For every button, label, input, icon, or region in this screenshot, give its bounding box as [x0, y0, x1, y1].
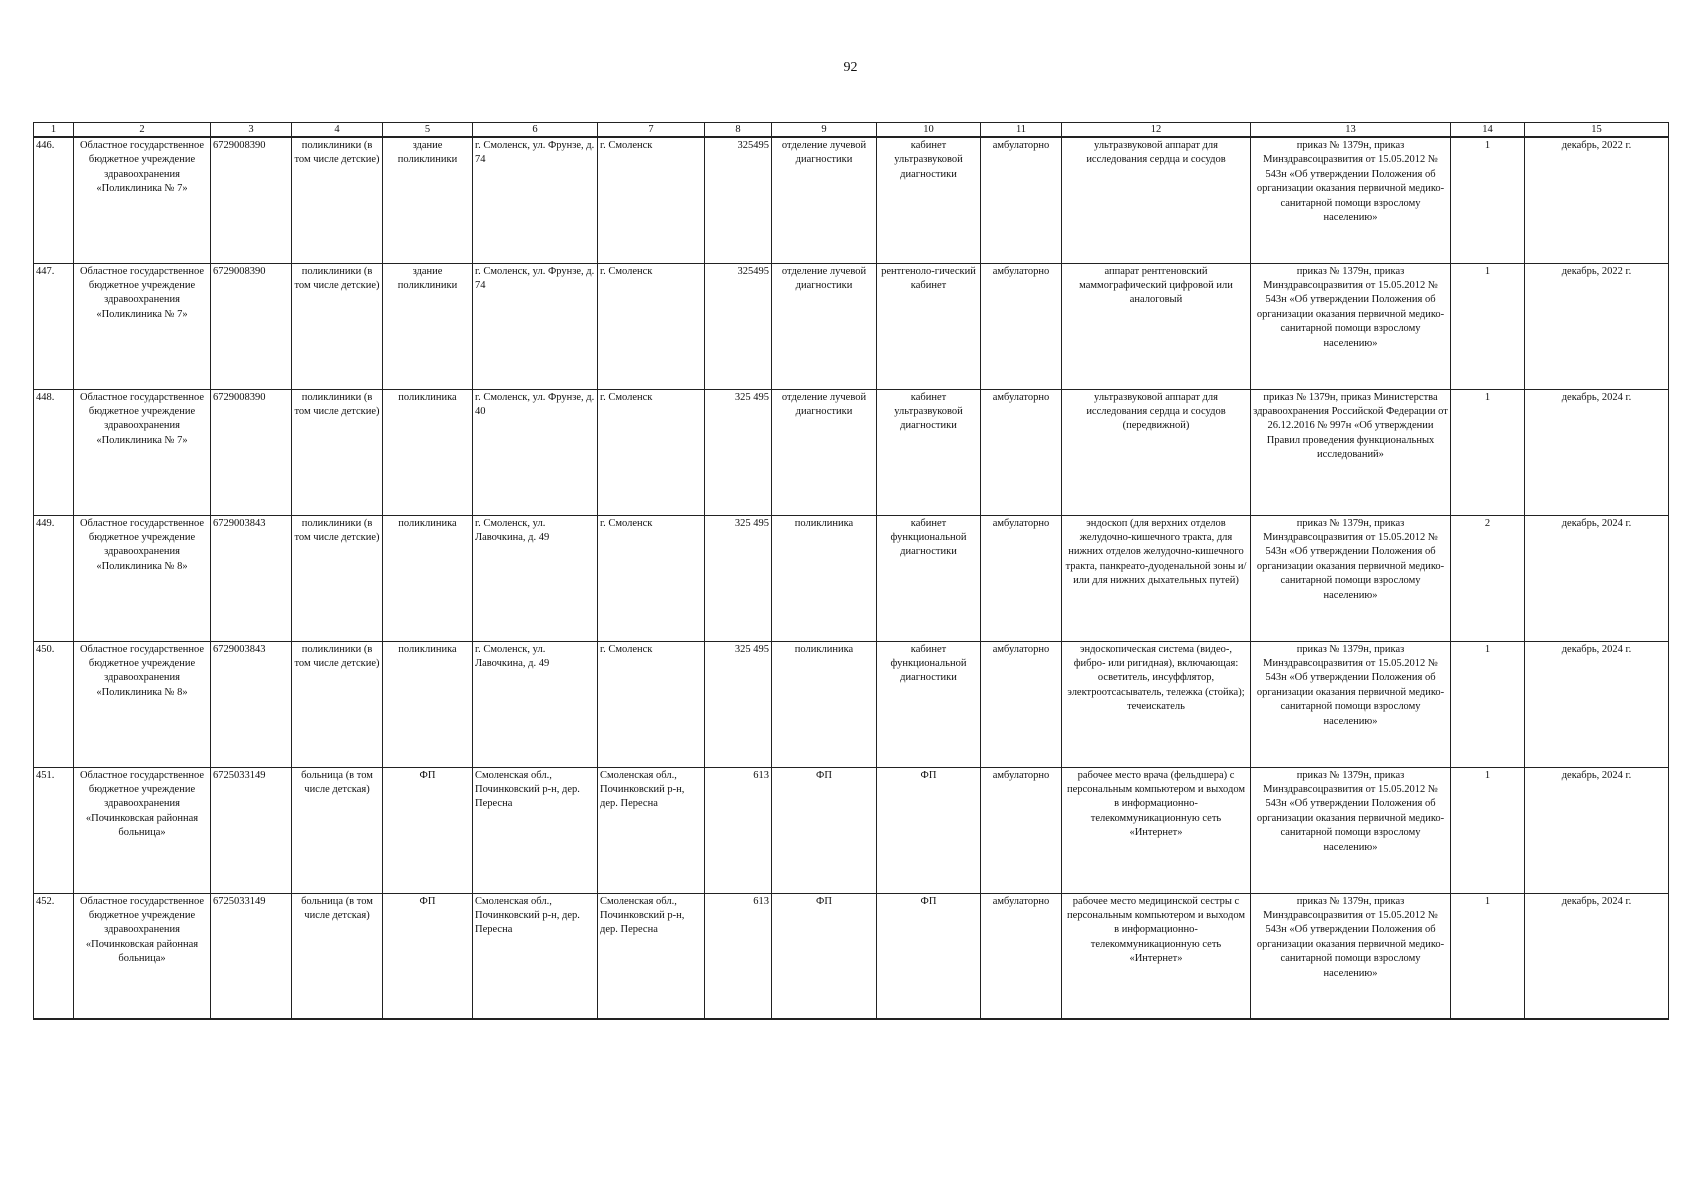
locality-cell: Смоленская обл., Починковский р-н, дер. Пересна [598, 767, 705, 893]
cabinet-cell: кабинет ультразвуковой диагностики [877, 389, 981, 515]
locality-cell: г. Смоленск [598, 515, 705, 641]
equipment-name-cell: аппарат рентгеновский маммографический цифровой или аналоговый [1062, 263, 1251, 389]
table-row [34, 515, 1669, 641]
organization-name-cell: Областное государственное бюджетное учреждение здравоохранения «Поликлиника № 8» [74, 515, 211, 641]
table-row [34, 389, 1669, 515]
cabinet-cell: кабинет функциональной диагностики [877, 515, 981, 641]
row-number-cell: 450. [34, 641, 74, 767]
care-condition-cell: амбулаторно [981, 767, 1062, 893]
regulation-order-cell: приказ № 1379н, приказ Минздравсоцразвития от 15.05.2012 № 543н «Об утверждении Положения об организации оказания первичной медико-санитарной помощи взрослому населению» [1251, 767, 1451, 893]
delivery-date-cell: декабрь, 2024 г. [1525, 389, 1669, 515]
row-number-cell: 447. [34, 263, 74, 389]
regulation-order-cell: приказ № 1379н, приказ Минздравсоцразвития от 15.05.2012 № 543н «Об утверждении Положения об организации оказания первичной медико-санитарной помощи взрослому населению» [1251, 515, 1451, 641]
delivery-date-cell: декабрь, 2024 г. [1525, 893, 1669, 1019]
inn-code-cell: 6729003843 [211, 515, 292, 641]
table-row [34, 893, 1669, 1019]
delivery-date-cell: декабрь, 2024 г. [1525, 767, 1669, 893]
population-cell: 613 [705, 893, 772, 1019]
quantity-cell: 1 [1451, 767, 1525, 893]
inn-code-cell: 6729008390 [211, 137, 292, 263]
table-row [34, 641, 1669, 767]
equipment-name-cell: эндоскопическая система (видео-, фибро- или ригидная), включающая: осветитель, инсуффлятор, электроотсасыватель, тележка (стойка); течеискатель [1062, 641, 1251, 767]
column-header: 10 [877, 123, 981, 138]
delivery-date-cell: декабрь, 2022 г. [1525, 263, 1669, 389]
organization-name-cell: Областное государственное бюджетное учреждение здравоохранения «Починковская районная больница» [74, 893, 211, 1019]
population-cell: 325 495 [705, 641, 772, 767]
row-number-cell: 449. [34, 515, 74, 641]
quantity-cell: 2 [1451, 515, 1525, 641]
page-number: 92 [843, 60, 858, 75]
inn-code-cell: 6729008390 [211, 389, 292, 515]
care-condition-cell: амбулаторно [981, 641, 1062, 767]
equipment-name-cell: рабочее место медицинской сестры с персональным компьютером и выходом в информационно-телекоммуникационную сеть «Интернет» [1062, 893, 1251, 1019]
cabinet-cell: рентгеноло-гический кабинет [877, 263, 981, 389]
address-cell: г. Смоленск, ул. Фрунзе, д. 40 [473, 389, 598, 515]
locality-cell: г. Смоленск [598, 263, 705, 389]
quantity-cell: 1 [1451, 263, 1525, 389]
building-type-cell: поликлиника [383, 389, 473, 515]
care-condition-cell: амбулаторно [981, 893, 1062, 1019]
organization-name-cell: Областное государственное бюджетное учреждение здравоохранения «Поликлиника № 7» [74, 263, 211, 389]
facility-type-cell: поликлиники (в том числе детские) [292, 515, 383, 641]
building-type-cell: здание поликлиники [383, 137, 473, 263]
address-cell: Смоленская обл., Починковский р-н, дер. Пересна [473, 767, 598, 893]
inn-code-cell: 6729008390 [211, 263, 292, 389]
locality-cell: г. Смоленск [598, 641, 705, 767]
inn-code-cell: 6725033149 [211, 893, 292, 1019]
quantity-cell: 1 [1451, 137, 1525, 263]
regulation-order-cell: приказ № 1379н, приказ Минздравсоцразвития от 15.05.2012 № 543н «Об утверждении Положения об организации оказания первичной медико-санитарной помощи взрослому населению» [1251, 641, 1451, 767]
care-condition-cell: амбулаторно [981, 389, 1062, 515]
address-cell: г. Смоленск, ул. Фрунзе, д. 74 [473, 263, 598, 389]
care-condition-cell: амбулаторно [981, 515, 1062, 641]
organization-name-cell: Областное государственное бюджетное учреждение здравоохранения «Починковская районная больница» [74, 767, 211, 893]
column-header: 7 [598, 123, 705, 138]
department-cell: отделение лучевой диагностики [772, 137, 877, 263]
building-type-cell: поликлиника [383, 641, 473, 767]
row-number-cell: 446. [34, 137, 74, 263]
delivery-date-cell: декабрь, 2022 г. [1525, 137, 1669, 263]
regulation-order-cell: приказ № 1379н, приказ Министерства здравоохранения Российской Федерации от 26.12.2016 № 997н «Об утверждении Правил проведения функциональных исследований» [1251, 389, 1451, 515]
address-cell: г. Смоленск, ул. Фрунзе, д. 74 [473, 137, 598, 263]
header-row [34, 123, 1669, 138]
regulation-order-cell: приказ № 1379н, приказ Минздравсоцразвития от 15.05.2012 № 543н «Об утверждении Положения об организации оказания первичной медико-санитарной помощи взрослому населению» [1251, 893, 1451, 1019]
equipment-name-cell: ультразвуковой аппарат для исследования сердца и сосудов [1062, 137, 1251, 263]
facility-type-cell: больница (в том числе детская) [292, 893, 383, 1019]
department-cell: ФП [772, 893, 877, 1019]
population-cell: 325495 [705, 263, 772, 389]
column-header: 5 [383, 123, 473, 138]
regulation-order-cell: приказ № 1379н, приказ Минздравсоцразвития от 15.05.2012 № 543н «Об утверждении Положения об организации оказания первичной медико-санитарной помощи взрослому населению» [1251, 137, 1451, 263]
inn-code-cell: 6725033149 [211, 767, 292, 893]
address-cell: г. Смоленск, ул. Лавочкина, д. 49 [473, 515, 598, 641]
population-cell: 325495 [705, 137, 772, 263]
department-cell: поликлиника [772, 641, 877, 767]
building-type-cell: поликлиника [383, 515, 473, 641]
locality-cell: Смоленская обл., Починковский р-н, дер. Пересна [598, 893, 705, 1019]
equipment-table [33, 122, 1669, 1020]
column-header: 11 [981, 123, 1062, 138]
department-cell: ФП [772, 767, 877, 893]
row-number-cell: 452. [34, 893, 74, 1019]
column-header: 14 [1451, 123, 1525, 138]
organization-name-cell: Областное государственное бюджетное учреждение здравоохранения «Поликлиника № 7» [74, 389, 211, 515]
column-header: 8 [705, 123, 772, 138]
column-header: 3 [211, 123, 292, 138]
column-header: 2 [74, 123, 211, 138]
quantity-cell: 1 [1451, 641, 1525, 767]
building-type-cell: ФП [383, 893, 473, 1019]
organization-name-cell: Областное государственное бюджетное учреждение здравоохранения «Поликлиника № 7» [74, 137, 211, 263]
inn-code-cell: 6729003843 [211, 641, 292, 767]
address-cell: г. Смоленск, ул. Лавочкина, д. 49 [473, 641, 598, 767]
equipment-name-cell: эндоскоп (для верхних отделов желудочно-кишечного тракта, для нижних отделов желудочно-кишечного тракта, панкреато-дуоденальной зоны и/или для нижних дыхательных путей) [1062, 515, 1251, 641]
population-cell: 325 495 [705, 515, 772, 641]
care-condition-cell: амбулаторно [981, 263, 1062, 389]
equipment-name-cell: рабочее место врача (фельдшера) с персональным компьютером и выходом в информационно-телекоммуникационную сеть «Интернет» [1062, 767, 1251, 893]
table-row [34, 137, 1669, 263]
table-row [34, 263, 1669, 389]
facility-type-cell: больница (в том числе детская) [292, 767, 383, 893]
facility-type-cell: поликлиники (в том числе детские) [292, 263, 383, 389]
department-cell: отделение лучевой диагностики [772, 389, 877, 515]
column-header: 4 [292, 123, 383, 138]
address-cell: Смоленская обл., Починковский р-н, дер. Пересна [473, 893, 598, 1019]
column-header: 1 [34, 123, 74, 138]
facility-type-cell: поликлиники (в том числе детские) [292, 389, 383, 515]
locality-cell: г. Смоленск [598, 389, 705, 515]
locality-cell: г. Смоленск [598, 137, 705, 263]
population-cell: 325 495 [705, 389, 772, 515]
quantity-cell: 1 [1451, 389, 1525, 515]
column-header: 13 [1251, 123, 1451, 138]
facility-type-cell: поликлиники (в том числе детские) [292, 641, 383, 767]
table-row [34, 767, 1669, 893]
delivery-date-cell: декабрь, 2024 г. [1525, 515, 1669, 641]
row-number-cell: 448. [34, 389, 74, 515]
care-condition-cell: амбулаторно [981, 137, 1062, 263]
cabinet-cell: ФП [877, 893, 981, 1019]
column-header: 9 [772, 123, 877, 138]
quantity-cell: 1 [1451, 893, 1525, 1019]
column-header: 6 [473, 123, 598, 138]
cabinet-cell: кабинет функциональной диагностики [877, 641, 981, 767]
equipment-name-cell: ультразвуковой аппарат для исследования сердца и сосудов (передвижной) [1062, 389, 1251, 515]
column-header: 12 [1062, 123, 1251, 138]
building-type-cell: ФП [383, 767, 473, 893]
row-number-cell: 451. [34, 767, 74, 893]
column-header: 15 [1525, 123, 1669, 138]
cabinet-cell: кабинет ультразвуковой диагностики [877, 137, 981, 263]
department-cell: поликлиника [772, 515, 877, 641]
regulation-order-cell: приказ № 1379н, приказ Минздравсоцразвития от 15.05.2012 № 543н «Об утверждении Положения об организации оказания первичной медико-санитарной помощи взрослому населению» [1251, 263, 1451, 389]
delivery-date-cell: декабрь, 2024 г. [1525, 641, 1669, 767]
organization-name-cell: Областное государственное бюджетное учреждение здравоохранения «Поликлиника № 8» [74, 641, 211, 767]
department-cell: отделение лучевой диагностики [772, 263, 877, 389]
population-cell: 613 [705, 767, 772, 893]
facility-type-cell: поликлиники (в том числе детские) [292, 137, 383, 263]
building-type-cell: здание поликлиники [383, 263, 473, 389]
cabinet-cell: ФП [877, 767, 981, 893]
